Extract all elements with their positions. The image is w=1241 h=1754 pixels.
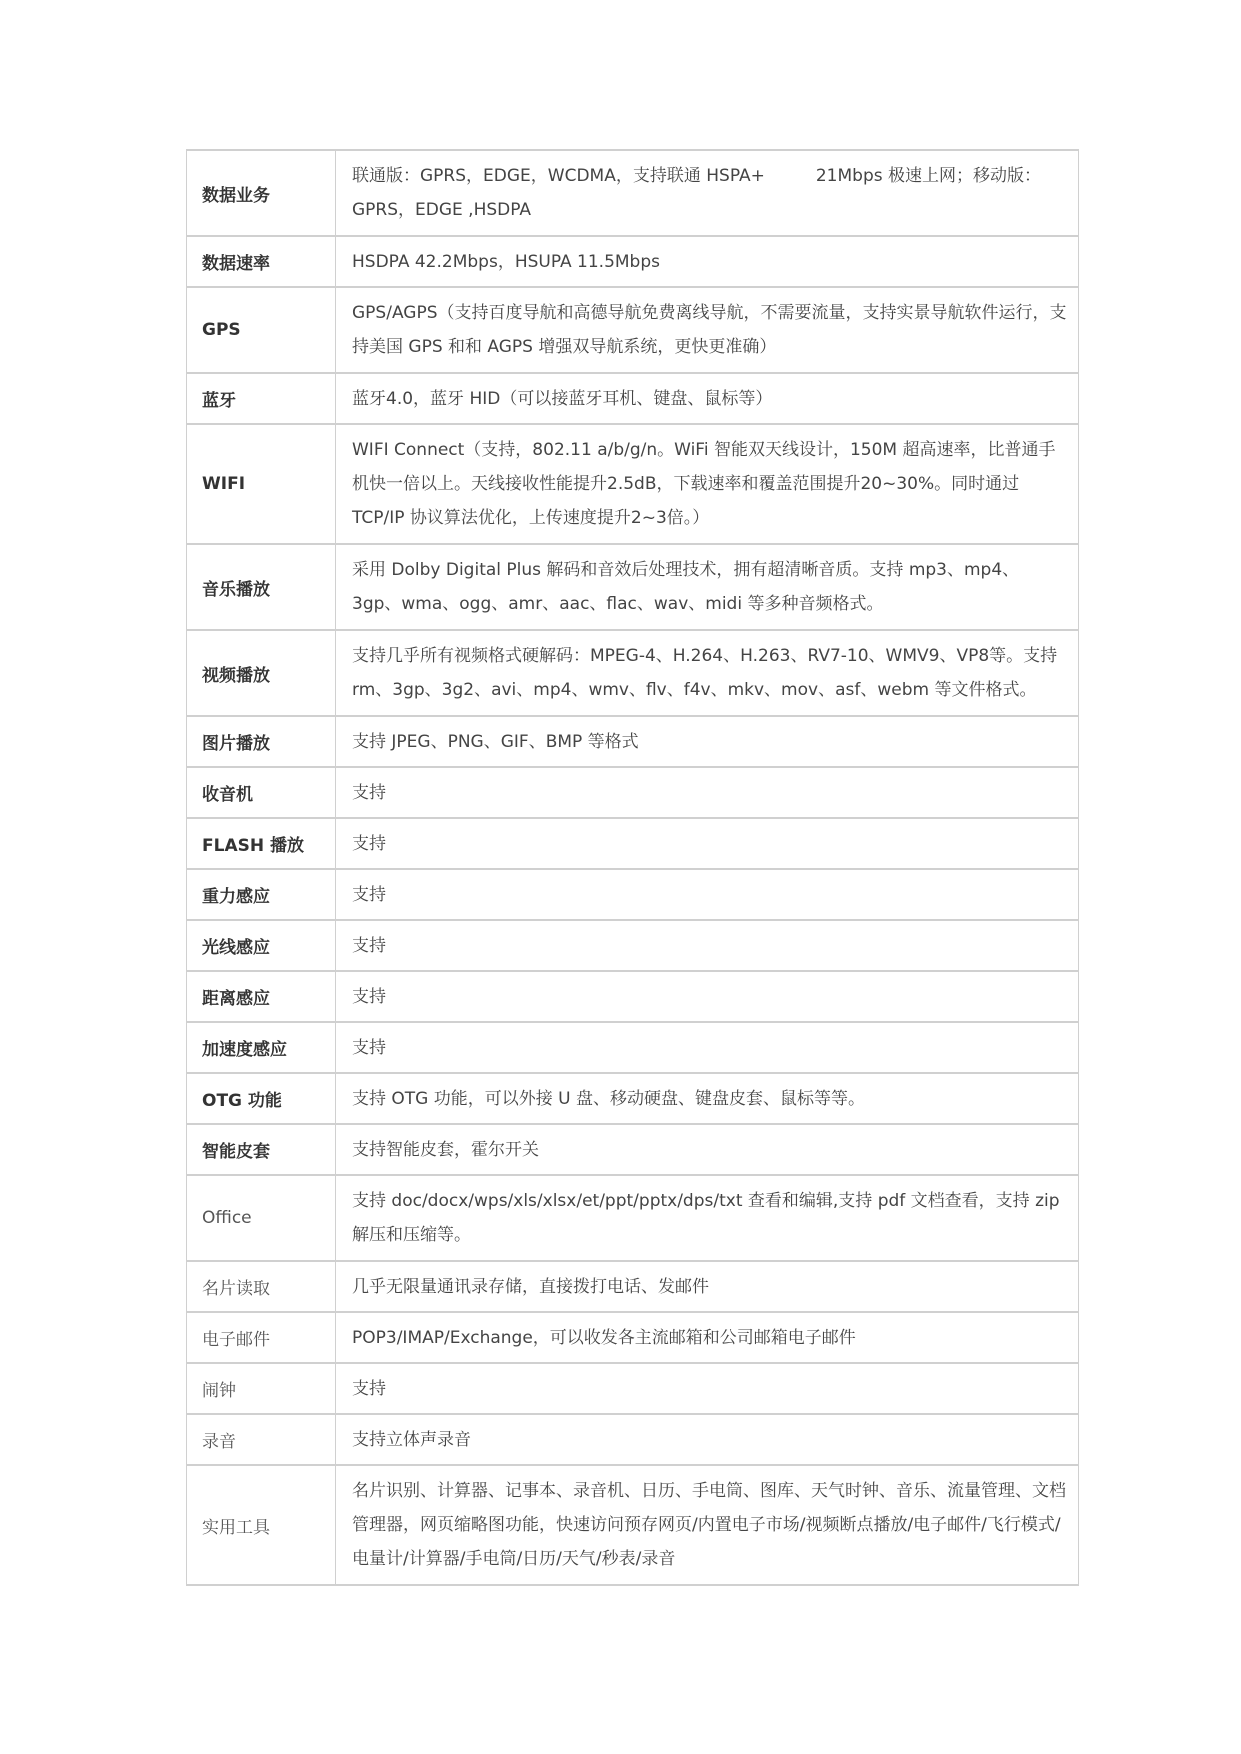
row-value: 采用 Dolby Digital Plus 解码和音效后处理技术，拥有超清晰音质。支持 mp3、mp4、3gp、wma、ogg、amr、aac、flac、wav、midi 等多种音频格式。 <box>336 544 1079 630</box>
table-row <box>187 1124 1079 1175</box>
row-label: Office <box>187 1175 336 1261</box>
row-value: HSDPA 42.2Mbps，HSUPA 11.5Mbps <box>336 236 1079 287</box>
row-label: 重力感应 <box>187 869 336 920</box>
table-row <box>187 236 1079 287</box>
row-value: 支持 <box>336 1363 1079 1414</box>
row-label: 录音 <box>187 1414 336 1465</box>
row-value: 支持 <box>336 1022 1079 1073</box>
row-value: 几乎无限量通讯录存储，直接拨打电话、发邮件 <box>336 1261 1079 1312</box>
row-value: GPS/AGPS（支持百度导航和高德导航免费离线导航，不需要流量，支持实景导航软件运行，支持美国 GPS 和和 AGPS 增强双导航系统，更快更准确） <box>336 287 1079 373</box>
spec-table <box>186 149 1079 1586</box>
table-row <box>187 767 1079 818</box>
row-label: FLASH 播放 <box>187 818 336 869</box>
table-row <box>187 373 1079 424</box>
table-row <box>187 920 1079 971</box>
table-row <box>187 1414 1079 1465</box>
row-value: 支持 <box>336 818 1079 869</box>
row-label: OTG 功能 <box>187 1073 336 1124</box>
row-value: 联通版：GPRS，EDGE，WCDMA，支持联通 HSPA+ 21Mbps 极速上网；移动版：GPRS，EDGE ,HSDPA <box>336 150 1079 236</box>
table-row <box>187 424 1079 544</box>
table-row <box>187 716 1079 767</box>
row-label: 音乐播放 <box>187 544 336 630</box>
row-value: 名片识别、计算器、记事本、录音机、日历、手电筒、图库、天气时钟、音乐、流量管理、文档管理器，网页缩略图功能，快速访问预存网页/内置电子市场/视频断点播放/电子邮件/飞行模式/电量计/计算器/手电筒/日历/天气/秒表/录音 <box>336 1465 1079 1585</box>
row-value: 支持 doc/docx/wps/xls/xlsx/et/ppt/pptx/dps/txt 查看和编辑,支持 pdf 文档查看，支持 zip 解压和压缩等。 <box>336 1175 1079 1261</box>
table-row <box>187 630 1079 716</box>
row-value: POP3/IMAP/Exchange，可以收发各主流邮箱和公司邮箱电子邮件 <box>336 1312 1079 1363</box>
row-value: WIFI Connect（支持，802.11 a/b/g/n。WiFi 智能双天线设计，150M 超高速率，比普通手机快一倍以上。天线接收性能提升2.5dB，下载速率和覆盖范围提升20~30%。同时通过TCP/IP 协议算法优化，上传速度提升2~3倍。） <box>336 424 1079 544</box>
row-value: 支持立体声录音 <box>336 1414 1079 1465</box>
table-row <box>187 150 1079 236</box>
row-label: 数据业务 <box>187 150 336 236</box>
row-label: 数据速率 <box>187 236 336 287</box>
row-label: 智能皮套 <box>187 1124 336 1175</box>
table-row <box>187 1312 1079 1363</box>
row-label: 图片播放 <box>187 716 336 767</box>
table-row <box>187 869 1079 920</box>
row-value: 支持智能皮套，霍尔开关 <box>336 1124 1079 1175</box>
row-value: 支持 JPEG、PNG、GIF、BMP 等格式 <box>336 716 1079 767</box>
row-label: 距离感应 <box>187 971 336 1022</box>
table-row <box>187 971 1079 1022</box>
row-value: 支持 <box>336 971 1079 1022</box>
table-row <box>187 1175 1079 1261</box>
row-label: 实用工具 <box>187 1465 336 1585</box>
table-row <box>187 1261 1079 1312</box>
row-value: 支持 <box>336 869 1079 920</box>
row-value: 支持 <box>336 920 1079 971</box>
row-value: 蓝牙4.0，蓝牙 HID（可以接蓝牙耳机、键盘、鼠标等） <box>336 373 1079 424</box>
row-label: 闹钟 <box>187 1363 336 1414</box>
row-label: 收音机 <box>187 767 336 818</box>
row-label: 光线感应 <box>187 920 336 971</box>
row-label: 名片读取 <box>187 1261 336 1312</box>
row-label: WIFI <box>187 424 336 544</box>
table-row <box>187 287 1079 373</box>
row-label: 视频播放 <box>187 630 336 716</box>
table-row <box>187 1465 1079 1585</box>
table-row <box>187 1363 1079 1414</box>
row-value: 支持 OTG 功能，可以外接 U 盘、移动硬盘、键盘皮套、鼠标等等。 <box>336 1073 1079 1124</box>
row-value: 支持 <box>336 767 1079 818</box>
row-label: 加速度感应 <box>187 1022 336 1073</box>
row-label: 蓝牙 <box>187 373 336 424</box>
table-row <box>187 1073 1079 1124</box>
table-row <box>187 544 1079 630</box>
row-label: 电子邮件 <box>187 1312 336 1363</box>
table-row <box>187 1022 1079 1073</box>
row-label: GPS <box>187 287 336 373</box>
row-value: 支持几乎所有视频格式硬解码：MPEG-4、H.264、H.263、RV7-10、WMV9、VP8等。支持 rm、3gp、3g2、avi、mp4、wmv、flv、f4v、mkv、mov、asf、webm 等文件格式。 <box>336 630 1079 716</box>
table-row <box>187 818 1079 869</box>
